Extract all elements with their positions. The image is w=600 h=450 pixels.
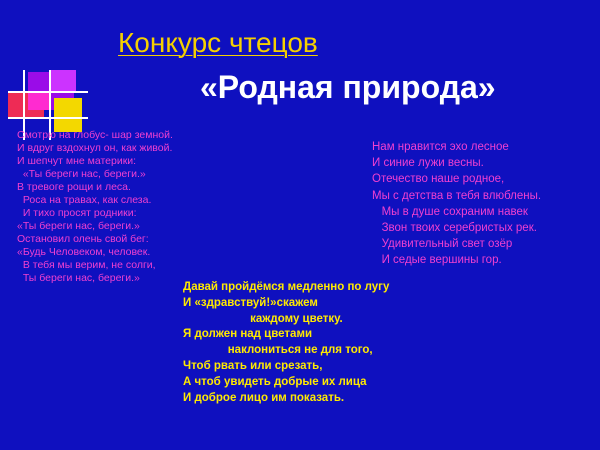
poem-line: А чтоб увидеть добрые их лица: [183, 375, 367, 388]
poem-line: Давай пройдёмся медленно по лугу: [183, 281, 390, 293]
poem-line: Смотрю на глобус- шар земной.: [17, 129, 173, 141]
poem-line: Отечество наше родное,: [372, 173, 505, 186]
slide-title: Конкурс чтецов: [118, 27, 318, 58]
poem-line: каждому цветку.: [183, 312, 343, 325]
poem-line: наклониться не для того,: [183, 344, 373, 357]
poem-left: [17, 129, 217, 285]
poem-line: Мы в душе сохраним навек: [372, 205, 528, 218]
poem-line: И шепчут мне материки:: [17, 155, 137, 167]
poem-line: Я должен над цветами: [183, 328, 313, 341]
poem-line: Удивительный свет озёр: [372, 238, 513, 251]
poem-line: Чтоб рвать или срезать,: [183, 359, 323, 372]
poem-bottom: [183, 280, 423, 406]
poem-right: [372, 139, 596, 269]
poem-line: И тихо просят родники:: [17, 207, 137, 219]
poem-line: «Ты береги нас, береги.»: [17, 168, 146, 180]
poem-line: Роса на травах, как слеза.: [17, 194, 152, 206]
poem-line: «Будь Человеком, человек.: [17, 246, 151, 258]
poem-line: И седые вершины гор.: [372, 254, 502, 267]
poem-line: Ты береги нас, береги.»: [17, 272, 140, 284]
poem-line: Нам нравится эхо лесное: [372, 141, 509, 153]
poem-line: И синие лужи весны.: [372, 157, 484, 170]
poem-line: «Ты береги нас, береги.»: [17, 220, 140, 232]
poem-line: Остановил олень свой бег:: [17, 233, 149, 245]
poem-line: В тебя мы верим, не солги,: [17, 259, 156, 271]
poem-line: И вдруг вздохнул он, как живой.: [17, 142, 173, 154]
poem-line: Мы с детства в тебя влюблены.: [372, 189, 542, 202]
poem-line: И «здравствуй!»скажем: [183, 296, 318, 309]
poem-line: В тревоге рощи и леса.: [17, 181, 131, 193]
poem-line: И доброе лицо им показать.: [183, 391, 345, 404]
slide-subtitle: «Родная природа»: [200, 69, 496, 105]
poem-line: Звон твоих серебристых рек.: [372, 222, 537, 235]
